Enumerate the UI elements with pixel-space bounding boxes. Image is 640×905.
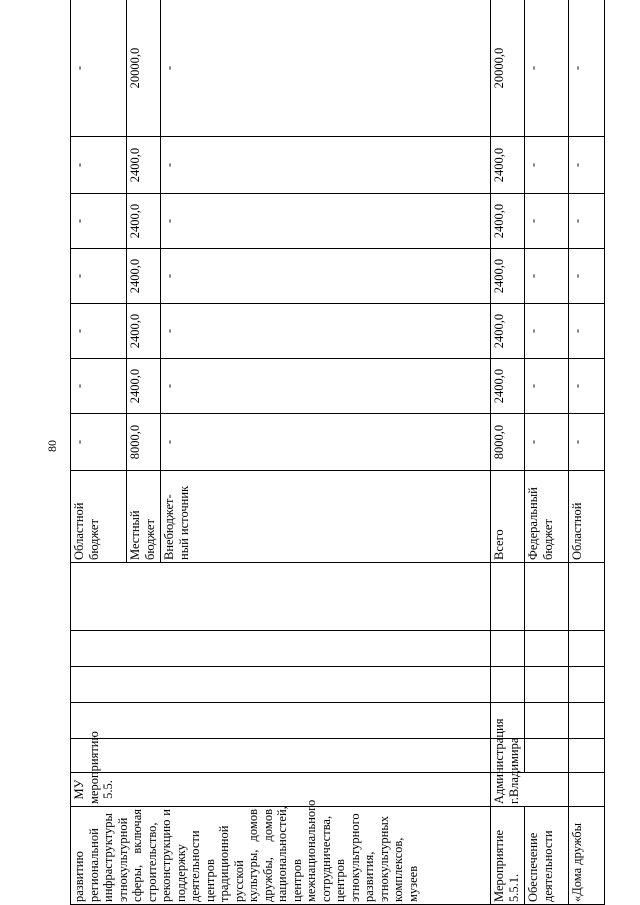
- empty-cell: [525, 667, 569, 703]
- value-cell: -: [525, 194, 569, 249]
- description-cell: Обеспечение деятельности: [525, 807, 569, 905]
- executor-cell: Администрация г.Владимира: [491, 773, 569, 807]
- empty-cell: [569, 631, 605, 667]
- value-cell: 8000,0: [127, 414, 161, 471]
- value-cell: 2400,0: [491, 304, 525, 359]
- value-cell: 2400,0: [127, 137, 161, 194]
- empty-cell: [525, 739, 569, 773]
- source-cell: Областной бюджет: [71, 471, 127, 563]
- empty-cell: [569, 739, 605, 773]
- description-cell: развитию региональной инфраструктуры этнокультурной сферы, включая строительство, реконструкцию и поддержку деятельности центров традиционной русской культуры, домов дружбы, домов национальностей, центров межнационального сотрудничества, центров этнокультурного развития, этнокультурных комплексов, музеев: [71, 807, 491, 905]
- description-cell: «Дома дружбы: [569, 807, 605, 905]
- value-cell: -: [569, 359, 605, 414]
- empty-cell: [491, 667, 525, 703]
- value-cell: -: [161, 194, 491, 249]
- value-cell: 2400,0: [491, 249, 525, 304]
- value-cell: -: [161, 414, 491, 471]
- source-cell: Внебюджет-ный источник: [161, 471, 491, 563]
- empty-cell: [569, 703, 605, 739]
- value-cell: 2400,0: [491, 359, 525, 414]
- empty-cell: [569, 667, 605, 703]
- value-cell: -: [71, 414, 127, 471]
- empty-cell: [71, 631, 491, 667]
- value-cell: -: [569, 137, 605, 194]
- value-cell: 2400,0: [491, 137, 525, 194]
- empty-cell: [525, 703, 569, 739]
- value-cell: -: [71, 194, 127, 249]
- empty-cell: [491, 563, 525, 631]
- value-cell: -: [525, 414, 569, 471]
- value-cell: -: [569, 414, 605, 471]
- value-cell: 20000,0: [127, 0, 161, 137]
- table-row: [71, 0, 127, 905]
- value-cell: -: [161, 137, 491, 194]
- rotated-table-scan: [70, 0, 604, 905]
- page-number: 80: [45, 440, 59, 452]
- value-cell: 2400,0: [127, 304, 161, 359]
- value-cell: -: [71, 359, 127, 414]
- value-cell: 2400,0: [127, 359, 161, 414]
- value-cell: 2400,0: [491, 194, 525, 249]
- value-cell: -: [71, 137, 127, 194]
- source-cell: Федеральный бюджет: [525, 471, 569, 563]
- value-cell: 2400,0: [127, 194, 161, 249]
- value-cell: -: [525, 0, 569, 137]
- value-cell: -: [71, 304, 127, 359]
- empty-cell: [569, 563, 605, 631]
- empty-cell: [491, 631, 525, 667]
- value-cell: -: [525, 137, 569, 194]
- value-cell: -: [161, 359, 491, 414]
- value-cell: -: [569, 194, 605, 249]
- budget-table: [70, 0, 605, 905]
- empty-cell: [71, 739, 491, 773]
- value-cell: -: [161, 249, 491, 304]
- value-cell: -: [569, 0, 605, 137]
- budget-table-rotated: [70, 0, 604, 905]
- table-row: [569, 0, 605, 905]
- table-row: [491, 0, 525, 905]
- value-cell: 20000,0: [491, 0, 525, 137]
- source-cell: Всего: [491, 471, 525, 563]
- value-cell: -: [569, 304, 605, 359]
- executor-cell: МУ мероприятию 5.5.: [71, 773, 491, 807]
- value-cell: -: [71, 249, 127, 304]
- table-row: [525, 0, 569, 905]
- source-cell: Областной: [569, 471, 605, 563]
- empty-cell: [525, 563, 569, 631]
- value-cell: -: [161, 304, 491, 359]
- value-cell: -: [525, 304, 569, 359]
- empty-cell: [71, 703, 491, 739]
- executor-cell: [569, 773, 605, 807]
- value-cell: -: [525, 249, 569, 304]
- description-cell: Мероприятие 5.5.1.: [491, 807, 525, 905]
- empty-cell: [71, 563, 491, 631]
- value-cell: -: [161, 0, 491, 137]
- value-cell: -: [569, 249, 605, 304]
- source-cell: Местный бюджет: [127, 471, 161, 563]
- value-cell: 2400,0: [127, 249, 161, 304]
- empty-cell: [71, 667, 491, 703]
- value-cell: -: [71, 0, 127, 137]
- empty-cell: [525, 631, 569, 667]
- value-cell: 8000,0: [491, 414, 525, 471]
- value-cell: -: [525, 359, 569, 414]
